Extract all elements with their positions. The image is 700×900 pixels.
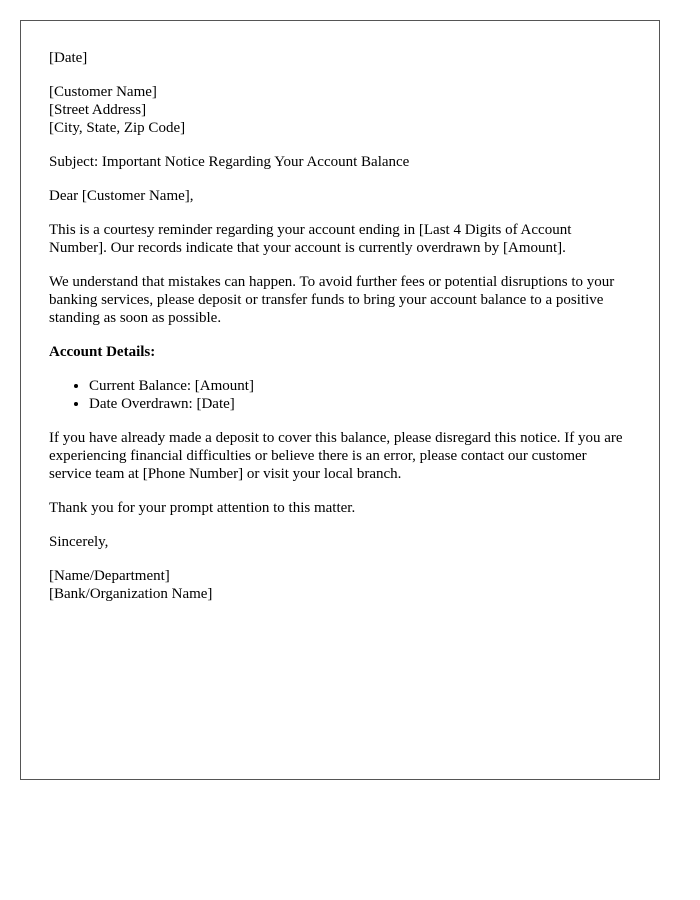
letter-salutation: Dear [Customer Name],	[49, 188, 194, 204]
letter-document	[20, 20, 660, 780]
signature-block	[49, 567, 631, 603]
letter-date: [Date]	[49, 50, 88, 66]
signature-organization: [Bank/Organization Name]	[49, 586, 213, 602]
body-paragraph-contact: If you have already made a deposit to cover this balance, please disregard this notice. If you are experiencing financial difficulties or believe there is an error, please contact our customer service team at [Phone Number] or visit your local branch.	[49, 430, 623, 482]
body-paragraph-thanks: Thank you for your prompt attention to this matter.	[49, 500, 356, 516]
letter-signoff: Sincerely,	[49, 534, 109, 550]
detail-current-balance: • Current Balance: [Amount]	[89, 377, 631, 395]
recipient-address	[49, 83, 631, 137]
body-paragraph-request: We understand that mistakes can happen. To avoid further fees or potential disruptions to your banking services, please deposit or transfer funds to bring your account balance to a positive standing as soon as possible.	[49, 274, 615, 326]
account-details-heading: Account Details:	[49, 344, 156, 360]
letter-subject: Subject: Important Notice Regarding Your Account Balance	[49, 154, 410, 170]
detail-date-overdrawn: • Date Overdrawn: [Date]	[89, 395, 631, 413]
body-paragraph-overdrawn: This is a courtesy reminder regarding your account ending in [Last 4 Digits of Account Number]. Our records indicate that your account is currently overdrawn by [Amount].	[49, 222, 572, 256]
recipient-street: [Street Address]	[49, 102, 147, 118]
recipient-city-state-zip: [City, State, Zip Code]	[49, 120, 186, 136]
account-details-list	[49, 377, 631, 413]
signature-name-department: [Name/Department]	[49, 568, 170, 584]
recipient-name: [Customer Name]	[49, 84, 157, 100]
